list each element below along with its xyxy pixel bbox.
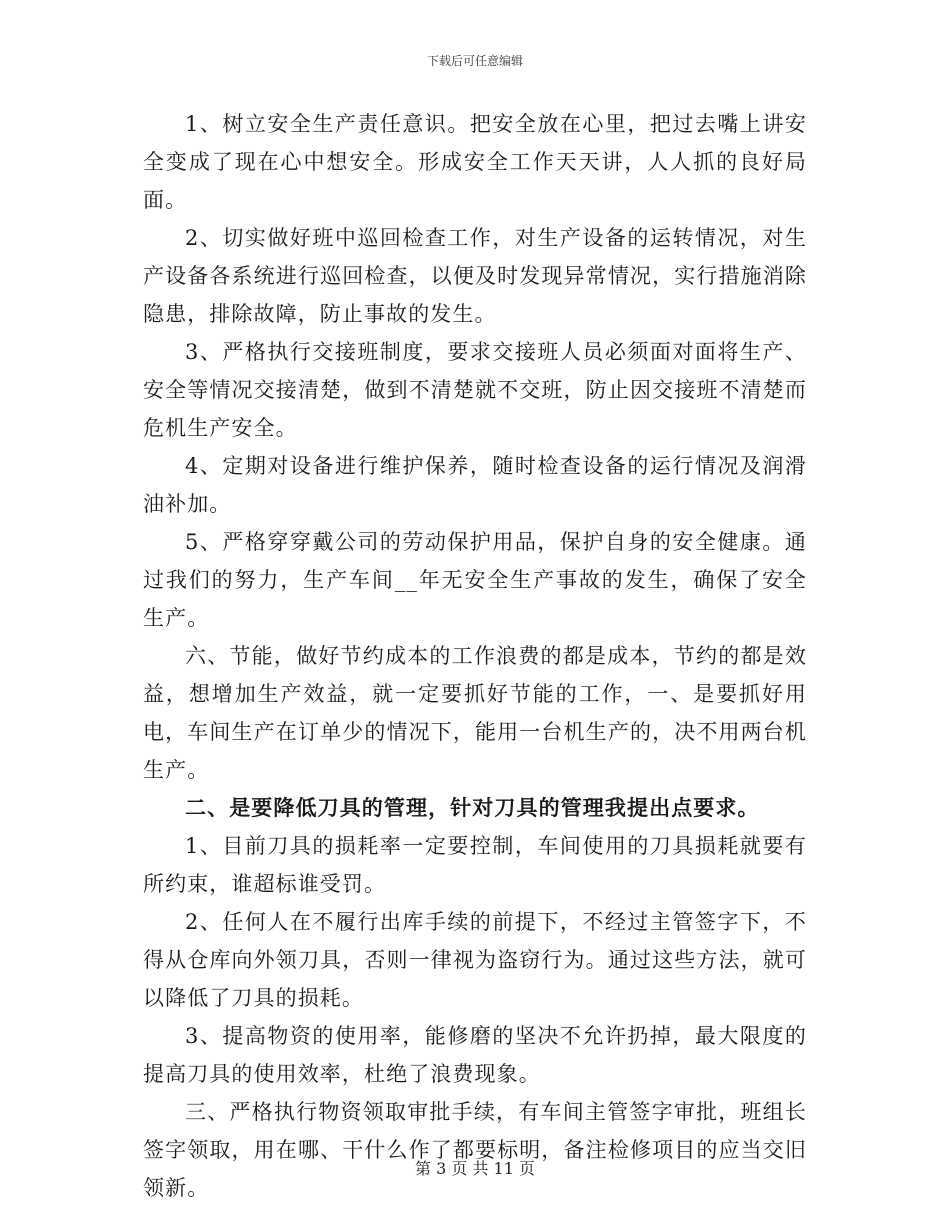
paragraph-energy-saving: 六、节能，做好节约成本的工作浪费的都是成本，节约的都是效益，想增加生产效益，就一定要抓好节能的工作，一、是要抓好用电，车间生产在订单少的情况下，能用一台机生产的，决不用两台机生产。 xyxy=(143,644,807,782)
page-header: 下载后可任意编辑 xyxy=(426,54,523,68)
paragraph-approval-procedure: 三、严格执行物资领取审批手续，有车间主管签字审批，班组长签字领取，用在哪、干什么作了都要标明，备注检修项目的应当交旧领新。 xyxy=(143,1100,807,1200)
paragraph-warehouse-procedure: 2、任何人在不履行出库手续的前提下，不经过主管签字下，不得从仓库向外领刀具，否则一律视为盗窃行为。通过这些方法，就可以降低了刀具的损耗。 xyxy=(143,910,807,1010)
paragraph-tool-loss-rate: 1、目前刀具的损耗率一定要控制，车间使用的刀具损耗就要有所约束，谁超标谁受罚。 xyxy=(143,834,807,896)
paragraph-safety-awareness: 1、树立安全生产责任意识。把安全放在心里，把过去嘴上讲安全变成了现在心中想安全。形成安全工作天天讲，人人抓的良好局面。 xyxy=(143,112,807,212)
paragraph-patrol-inspection: 2、切实做好班中巡回检查工作，对生产设备的运转情况，对生产设备各系统进行巡回检查，以便及时发现异常情况，实行措施消除隐患，排除故障，防止事故的发生。 xyxy=(143,226,807,326)
page-number: 第 3 页 共 11 页 xyxy=(415,1159,535,1178)
section-heading-tool-management: 二、是要降低刀具的管理，针对刀具的管理我提出点要求。 xyxy=(185,795,760,820)
paragraph-shift-handover: 3、严格执行交接班制度，要求交接班人员必须面对面将生产、安全等情况交接清楚，做到不清楚就不交班，防止因交接班不清楚而危机生产安全。 xyxy=(143,340,807,440)
paragraph-protective-gear: 5、严格穿穿戴公司的劳动保护用品，保护自身的安全健康。通过我们的努力，生产车间__年无安全生产事故的发生，确保了安全生产。 xyxy=(143,530,807,630)
document-body xyxy=(143,105,807,1207)
paragraph-equipment-maintenance: 4、定期对设备进行维护保养，随时检查设备的运行情况及润滑油补加。 xyxy=(143,454,807,516)
paragraph-material-usage: 3、提高物资的使用率，能修磨的坚决不允许扔掉，最大限度的提高刀具的使用效率，杜绝了浪费现象。 xyxy=(143,1024,807,1086)
